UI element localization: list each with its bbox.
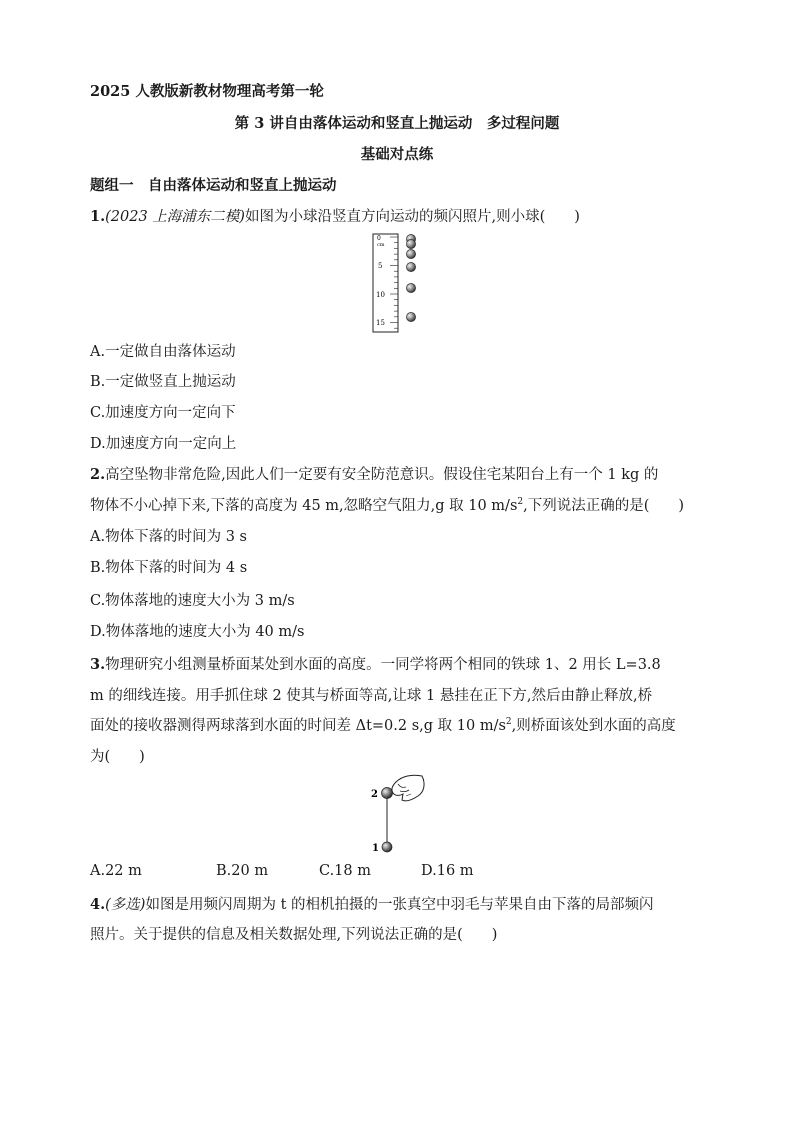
q3-option-d: D.16 m bbox=[421, 863, 474, 879]
q1-ruler-figure bbox=[370, 232, 422, 334]
ruler-tick-label-5: 5 bbox=[378, 262, 383, 270]
q1-number: 1. bbox=[90, 208, 106, 225]
series-title: 2025 人教版新教材物理高考第一轮 bbox=[90, 83, 324, 100]
q1-option-c: C.加速度方向一定向下 bbox=[90, 405, 236, 421]
q1-ball bbox=[406, 249, 415, 258]
lesson-title: 第 3 讲自由落体运动和竖直上抛运动 多过程问题 bbox=[234, 115, 560, 132]
ball-2-label: 2 bbox=[371, 789, 378, 800]
ball-2 bbox=[382, 788, 393, 799]
q3-text-line3-end: ,则桥面该处到水面的高度 bbox=[511, 718, 676, 734]
q1-option-a: A.一定做自由落体运动 bbox=[90, 344, 236, 360]
hand-icon bbox=[392, 775, 424, 801]
q4-text-line1: 如图是用频闪周期为 t 的相机拍摄的一张真空中羽毛与苹果自由下落的局部频闪 bbox=[145, 897, 654, 913]
q3-stem-line1 bbox=[90, 655, 661, 675]
q3-text-line1: 物理研究小组测量桥面某处到水面的高度。一同学将两个相同的铁球 1、2 用长 L=3.8 bbox=[105, 657, 661, 673]
q1-source: (2023 上海浦东二模) bbox=[105, 209, 245, 225]
q3-stem-line4: 为( ) bbox=[90, 749, 145, 765]
q1-ball bbox=[406, 283, 415, 292]
ball-1-label: 1 bbox=[372, 843, 379, 854]
ruler-tick-label-10: 10 bbox=[376, 291, 385, 299]
q4-number: 4. bbox=[90, 896, 106, 913]
q2-stem-line2 bbox=[90, 496, 684, 516]
q4-tag: (多选) bbox=[105, 897, 146, 913]
q4-stem-line2: 照片。关于提供的信息及相关数据处理,下列说法正确的是( ) bbox=[90, 927, 498, 943]
q1-ball bbox=[406, 262, 415, 271]
q3-stem-line2: m 的细线连接。用手抓住球 2 使其与桥面等高,让球 1 悬挂在正下方,然后由静止释放,桥 bbox=[90, 688, 653, 704]
q1-text: 如图为小球沿竖直方向运动的频闪照片,则小球( ) bbox=[244, 209, 580, 225]
q3-text-line3: 面处的接收器测得两球落到水面的时间差 Δt=0.2 s,g 取 10 m/s bbox=[90, 718, 506, 734]
q3-option-c: C.18 m bbox=[319, 863, 371, 879]
q2-stem-line1 bbox=[90, 465, 658, 485]
q3-number: 3. bbox=[90, 656, 106, 673]
q1-ball bbox=[406, 239, 415, 248]
q2-text-line2: 物体不小心掉下来,下落的高度为 45 m,忽略空气阻力,g 取 10 m/s bbox=[90, 498, 518, 514]
q2-text-line2-end: ,下列说法正确的是( ) bbox=[523, 498, 685, 514]
q3-stem-line3 bbox=[90, 716, 676, 736]
q4-stem-line1 bbox=[90, 895, 654, 915]
q2-text-line1: 高空坠物非常危险,因此人们一定要有安全防范意识。假设住宅某阳台上有一个 1 kg 的 bbox=[105, 467, 659, 483]
q3-option-a: A.22 m bbox=[90, 863, 142, 879]
group-title: 题组一 自由落体运动和竖直上抛运动 bbox=[90, 177, 337, 194]
q1-stem bbox=[90, 207, 580, 227]
q1-option-b: B.一定做竖直上抛运动 bbox=[90, 374, 236, 390]
q3-option-b: B.20 m bbox=[216, 863, 269, 879]
q2-option-c: C.物体落地的速度大小为 3 m/s bbox=[90, 593, 295, 609]
q2-option-b: B.物体下落的时间为 4 s bbox=[90, 560, 248, 576]
q2-number: 2. bbox=[90, 466, 106, 483]
ruler-tick-label-0: 0 bbox=[377, 235, 381, 242]
q3-exponent: 2 bbox=[505, 717, 512, 728]
section-title: 基础对点练 bbox=[360, 146, 434, 163]
q1-option-d: D.加速度方向一定向上 bbox=[90, 436, 237, 452]
ruler-unit-label: cm bbox=[377, 242, 385, 248]
ball-1 bbox=[382, 842, 392, 852]
q2-exponent: 2 bbox=[517, 497, 524, 508]
ruler-tick-label-15: 15 bbox=[376, 319, 385, 327]
q1-ball bbox=[406, 312, 415, 321]
q2-option-a: A.物体下落的时间为 3 s bbox=[90, 529, 247, 545]
q3-hand-balls-figure bbox=[366, 770, 428, 856]
q2-option-d: D.物体落地的速度大小为 40 m/s bbox=[90, 624, 305, 640]
